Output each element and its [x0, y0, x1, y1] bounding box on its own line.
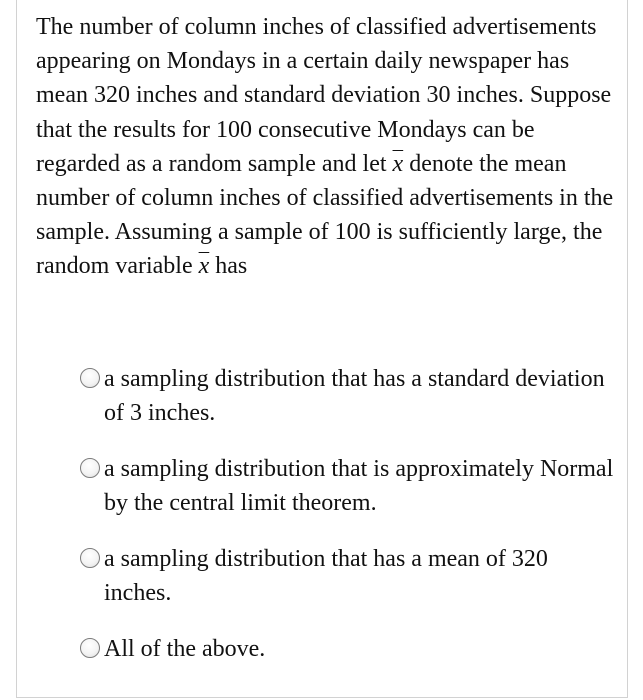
answer-option-label: a sampling distribution that is approximately Normal by the central limit theorem.	[104, 456, 614, 516]
answer-option-label: a sampling distribution that has a mean of 320 inches.	[104, 546, 548, 606]
answer-option-label: a sampling distribution that has a standard deviation of 3 inches.	[104, 366, 605, 426]
answer-options	[80, 362, 620, 666]
question-part-2: denote the mean number of column inches of classified advertisements in the sample. Assuming a sample of 100 is sufficiently large, the random variable	[36, 150, 614, 280]
answer-option-1[interactable]	[80, 362, 620, 430]
radio-button-icon[interactable]	[80, 638, 100, 658]
question-text	[36, 10, 616, 284]
x-bar-symbol: $\overline{x}$	[198, 253, 210, 280]
question-part-1: The number of column inches of classified advertisements appearing on Mondays in a certain daily newspaper has mean 320 inches and standard deviation 30 inches. Suppose that the results for 100 consecutive Mondays can be regarded as a random sample and let	[36, 14, 612, 177]
answer-option-2[interactable]	[80, 452, 620, 520]
radio-button-icon[interactable]	[80, 458, 100, 478]
x-bar-symbol: $\overline{x}$	[392, 150, 404, 177]
radio-button-icon[interactable]	[80, 368, 100, 388]
answer-option-3[interactable]	[80, 542, 620, 610]
radio-button-icon[interactable]	[80, 548, 100, 568]
answer-option-4[interactable]	[80, 632, 620, 666]
question-part-3: has	[209, 253, 248, 280]
answer-option-label: All of the above.	[104, 636, 266, 662]
